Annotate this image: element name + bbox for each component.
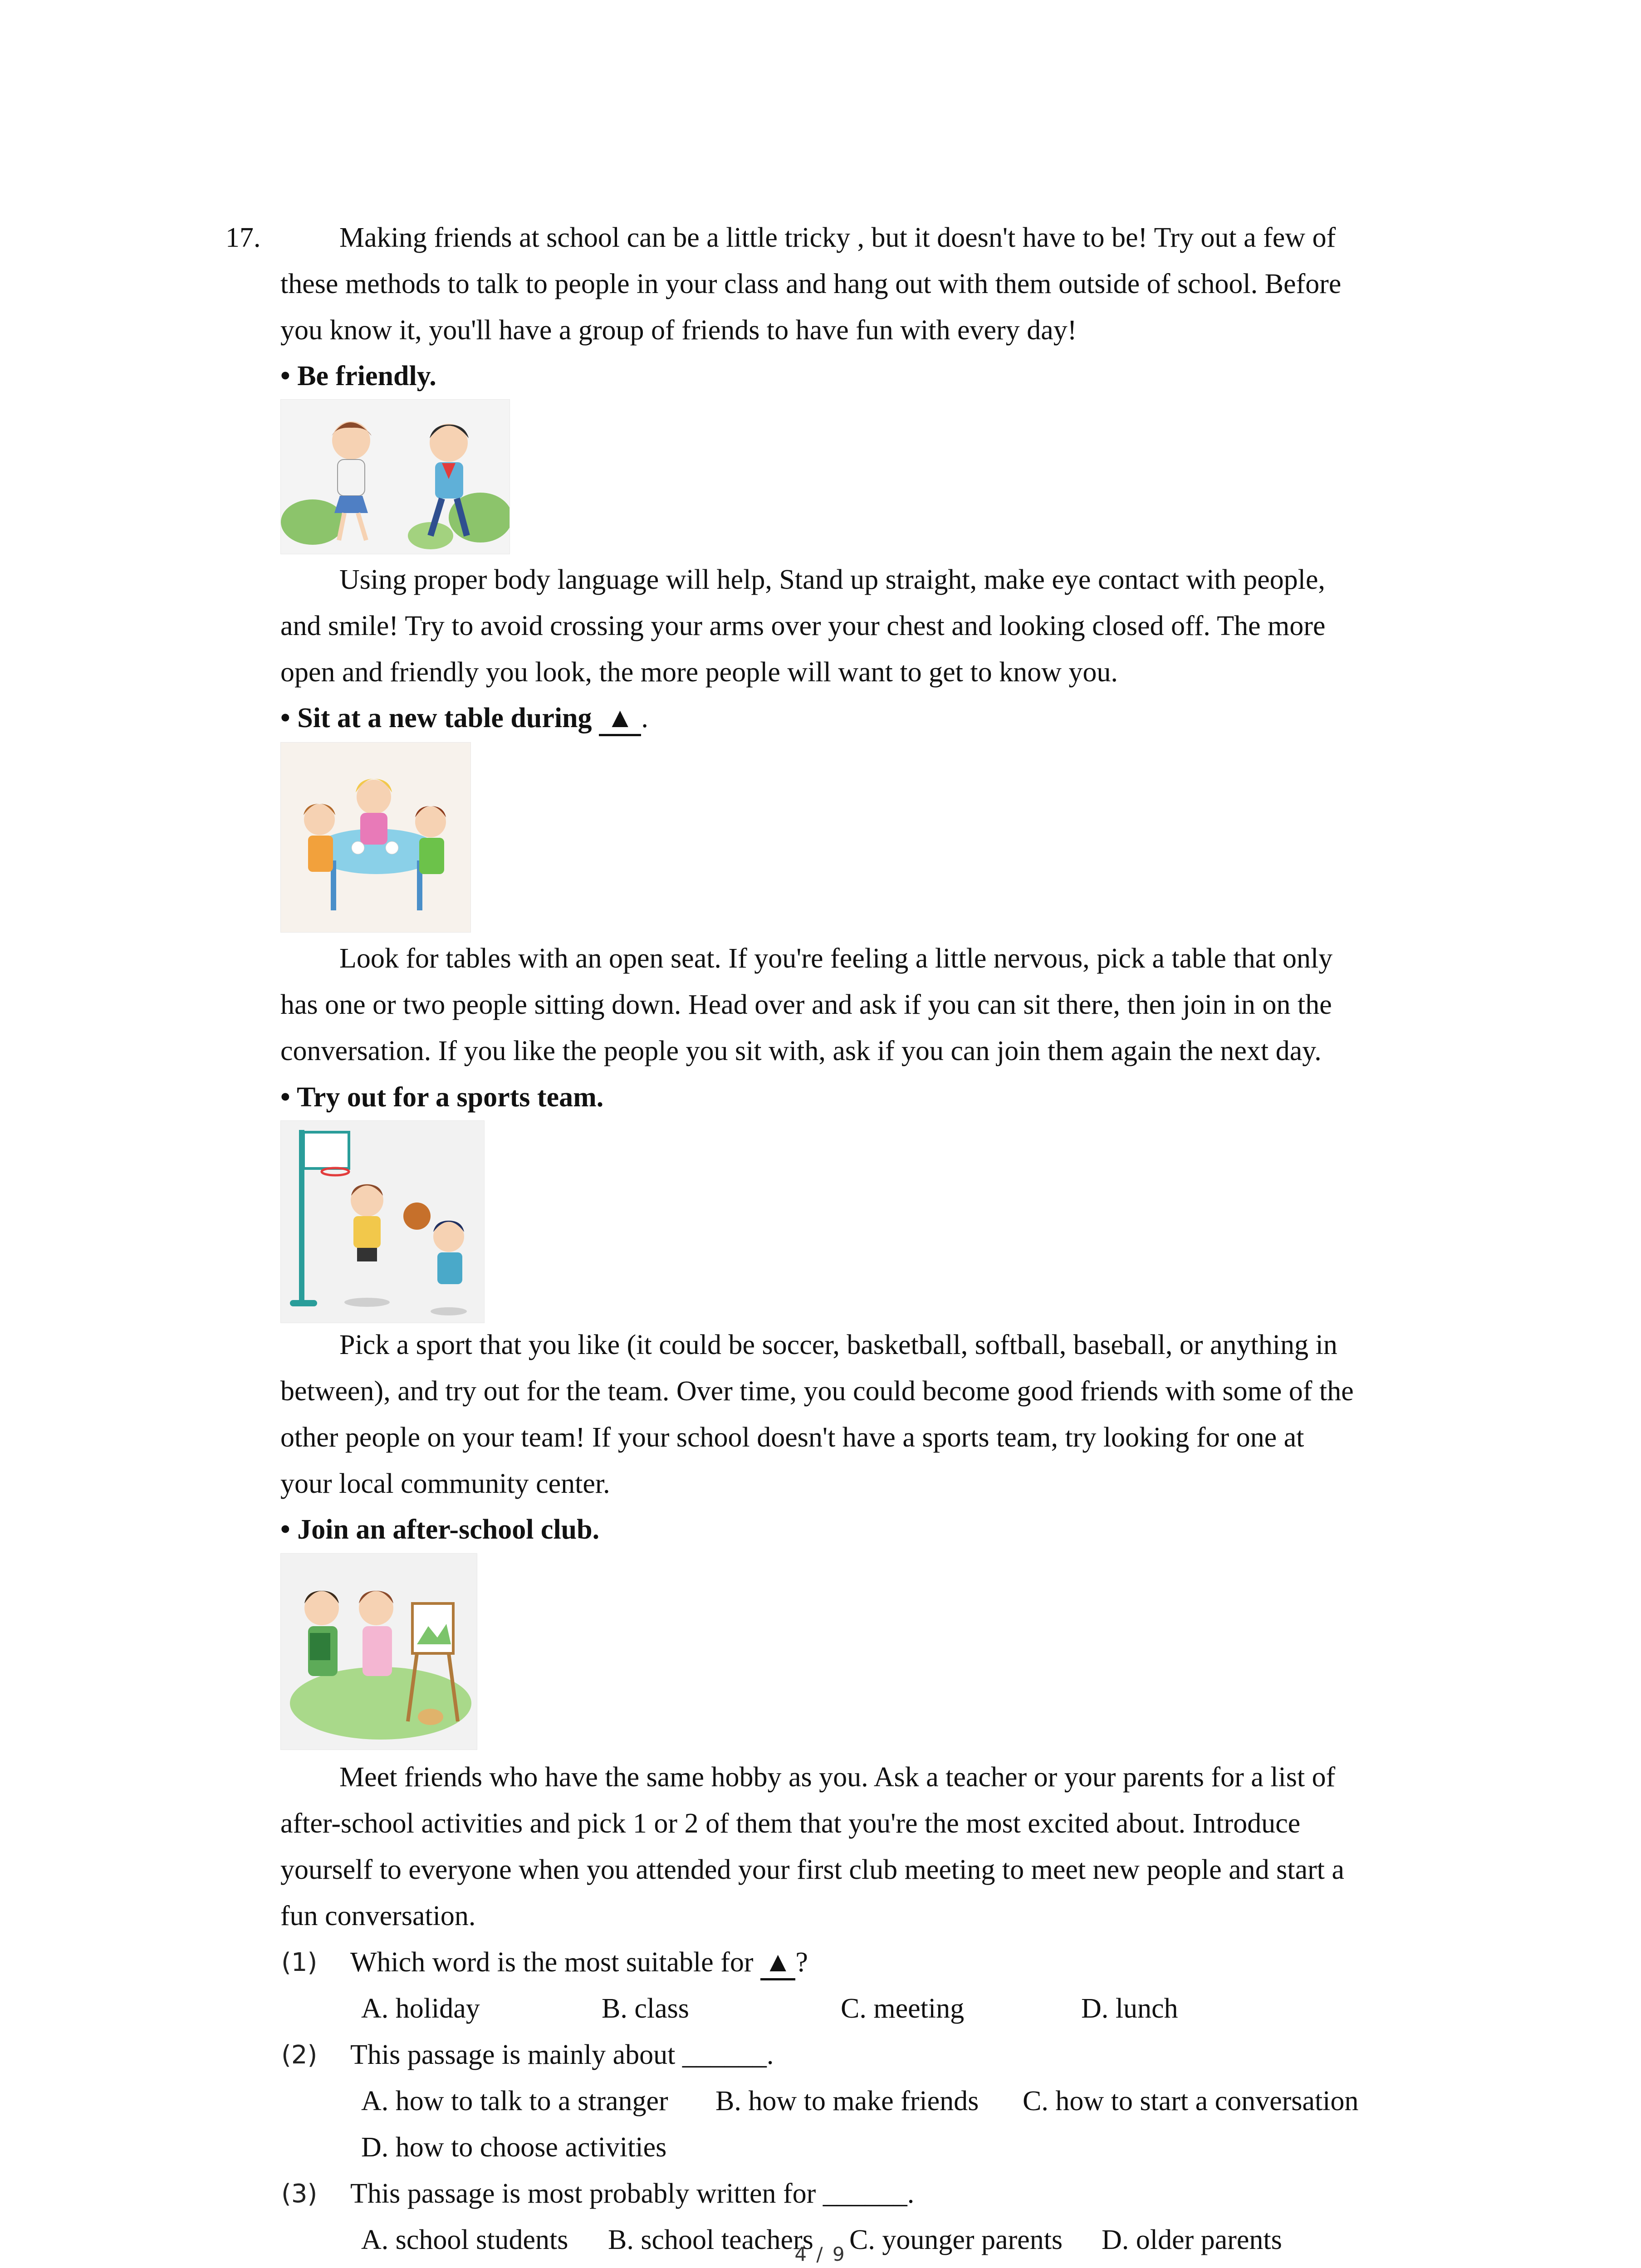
intro-line-3: you know it, you'll have a group of friends to have fun with every day! [280,315,1077,346]
section-1-line-1: Using proper body language will help, Stand up straight, make eye contact with people, [339,564,1325,595]
section-heading-be-friendly: • Be friendly. [280,361,436,391]
question-2-option-a[interactable]: A. how to talk to a stranger [361,2086,668,2116]
question-1-stem [350,1940,808,1986]
section-3-line-4: your local community center. [280,1468,610,1499]
question-1-option-c[interactable]: C. meeting [841,1993,965,2024]
kids-eating-at-table-illustration [280,742,471,933]
question-1-option-b[interactable]: B. class [602,1993,689,2024]
question-2-number: (2) [281,2040,318,2070]
question-1-option-d[interactable]: D. lunch [1081,1993,1178,2024]
question-2-stem: This passage is mainly about ______. [350,2039,774,2070]
basketball-image [281,1121,484,1323]
section-3-line-3: other people on your team! If your school doesn't have a sports team, try looking for one at [280,1422,1304,1453]
section-4-line-2: after-school activities and pick 1 or 2 of them that you're the most excited about. Introduce [280,1808,1301,1839]
section-3-line-1: Pick a sport that you like (it could be soccer, basketball, softball, baseball, or anything in [339,1330,1337,1360]
section-2-line-3: conversation. If you like the people you sit with, ask if you can join them again the next day. [280,1036,1322,1066]
heading-end: . [641,703,648,733]
kids-waving-illustration [280,399,510,554]
question-2-option-d[interactable]: D. how to choose activities [361,2132,667,2163]
section-2-line-2: has one or two people sitting down. Head over and ask if you can sit there, then join in on the [280,989,1332,1020]
section-heading-new-table [280,695,648,742]
question-1-stem-text: Which word is the most suitable for [350,1947,754,1978]
question-3-option-c[interactable]: C. younger parents [849,2224,1063,2255]
question-3-stem: This passage is most probably written for ______. [350,2178,915,2209]
question-3-option-b[interactable]: B. school teachers [608,2224,813,2255]
section-3-line-2: between), and try out for the team. Over time, you could become good friends with some of the [280,1376,1354,1407]
question-1-stem-end: ? [795,1947,808,1978]
kids-playing-basketball-illustration [280,1120,485,1323]
painting-club-image [281,1554,477,1750]
question-1-number: (1) [281,1948,318,1977]
kids-painting-club-illustration [280,1553,477,1750]
section-1-line-2: and smile! Try to avoid crossing your arms over your chest and looking closed off. The more [280,611,1326,641]
section-heading-after-school-club: • Join an after-school club. [280,1514,600,1545]
kids-waving-image [281,400,509,554]
section-heading-sports-team: • Try out for a sports team. [280,1082,604,1113]
page-number: 4 / 9 [794,2243,847,2265]
question-1-blank: ▲ [760,1946,795,1980]
question-3-option-d[interactable]: D. older parents [1102,2224,1282,2255]
question-2-option-b[interactable]: B. how to make friends [715,2086,979,2116]
blank-triangle: ▲ [599,702,641,736]
question-3-option-a[interactable]: A. school students [361,2224,568,2255]
kids-eating-image [281,743,470,932]
question-3-number: (3) [281,2179,318,2209]
question-1-option-a[interactable]: A. holiday [361,1993,480,2024]
section-heading-new-table-text: • Sit at a new table during [280,703,592,733]
section-1-line-3: open and friendly you look, the more people will want to get to know you. [280,657,1118,688]
section-4-line-1: Meet friends who have the same hobby as you. Ask a teacher or your parents for a list of [339,1762,1336,1793]
intro-line-1: Making friends at school can be a little tricky , but it doesn't have to be! Try out a few of [339,222,1336,253]
question-2-option-c[interactable]: C. how to start a conversation [1023,2086,1359,2116]
question-number: 17. [225,222,261,253]
section-2-line-1: Look for tables with an open seat. If you're feeling a little nervous, pick a table that only [339,943,1333,974]
intro-line-2: these methods to talk to people in your class and hang out with them outside of school. Before [280,269,1342,299]
section-4-line-4: fun conversation. [280,1901,476,1931]
section-4-line-3: yourself to everyone when you attended your first club meeting to meet new people and start a [280,1854,1344,1885]
